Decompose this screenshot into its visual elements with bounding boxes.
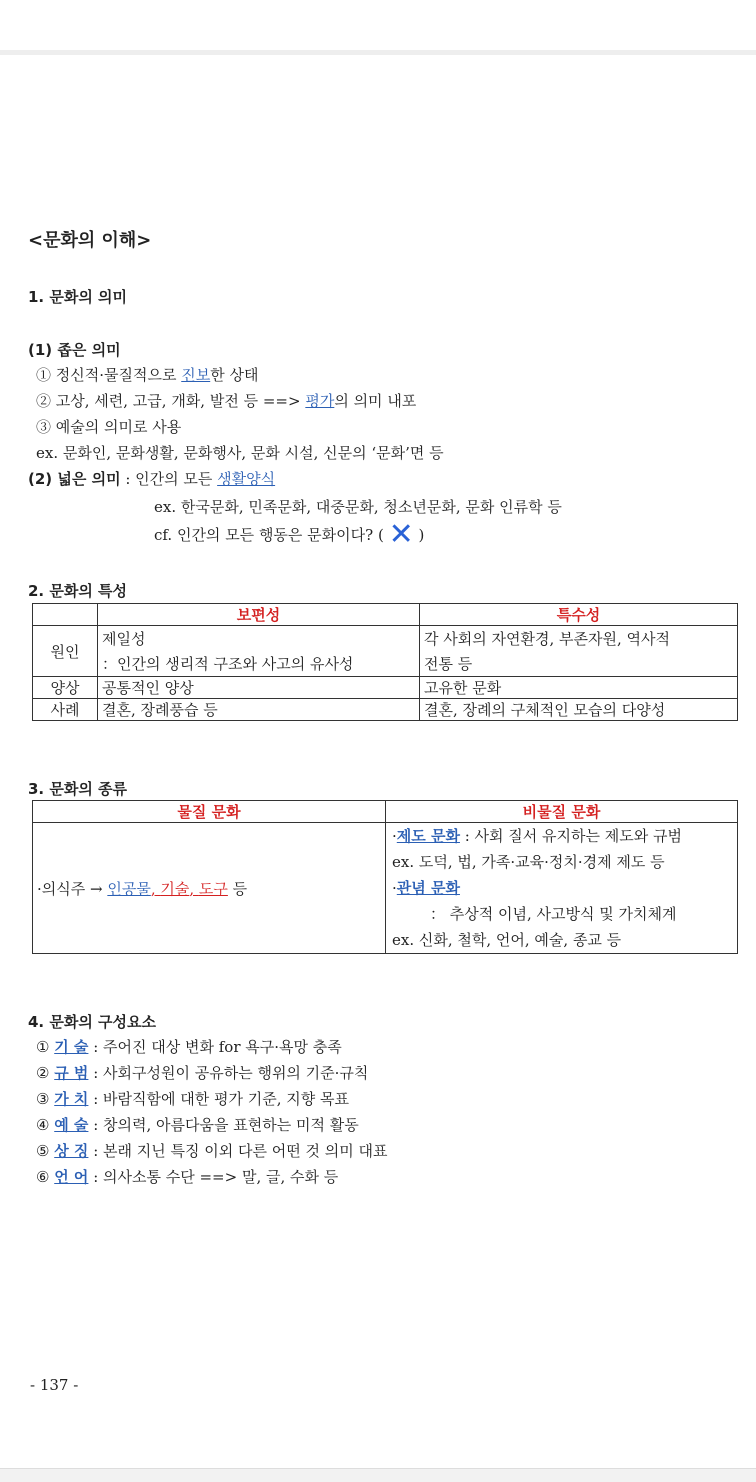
text: ① 정신적·물질적으로 [36, 366, 182, 384]
element-item [36, 1166, 338, 1187]
section1-heading: 1. 문화의 의미 [28, 288, 128, 306]
link-evaluation[interactable]: 평가 [305, 392, 335, 410]
text: : 바람직함에 대한 평가 기준, 지향 목표 [88, 1090, 349, 1108]
broad-example: ex. 한국문화, 민족문화, 대중문화, 청소년문화, 문화 인류학 등 [154, 498, 562, 516]
broad-cf [154, 517, 425, 552]
text: ·의식주 → [37, 879, 108, 898]
row-label-aspect: 양상 [33, 677, 98, 699]
bottom-bar [0, 1468, 756, 1482]
narrow-item-2 [36, 390, 416, 411]
section4-heading: 4. 문화의 구성요소 [28, 1013, 157, 1031]
characteristics-table [32, 603, 738, 721]
text: 제일성 [102, 630, 146, 648]
text: : 주어진 대상 변화 for 욕구·욕망 충족 [88, 1038, 342, 1056]
nonmaterial-line-4: ： 추상적 이념, 사고방식 및 가치체계 [430, 905, 677, 923]
link-symbol-term[interactable]: 상 징 [54, 1142, 89, 1160]
text: · [392, 879, 397, 897]
text: 의 의미 내포 [334, 392, 417, 410]
col-universal: 보편성 [98, 604, 420, 626]
link-tool[interactable]: 도구 [198, 879, 228, 898]
row-label-example: 사례 [33, 699, 98, 721]
text: : 인간의 모든 [120, 470, 218, 488]
link-language-term[interactable]: 언 어 [54, 1168, 89, 1186]
nonmaterial-line-1 [392, 823, 731, 849]
page-number: - 137 - [30, 1376, 79, 1394]
narrow-meaning-label: (1) 좁은 의미 [28, 341, 121, 359]
text: , [189, 879, 199, 898]
text: ：인간의 생리적 구조와 사고의 유사성 [102, 655, 354, 673]
text: ⑤ [36, 1142, 55, 1160]
cell-universal-example: 결혼, 장례풍습 등 [98, 699, 420, 721]
cell-nonmaterial [386, 823, 738, 954]
narrow-item-1 [36, 364, 258, 385]
section2-heading: 2. 문화의 특성 [28, 582, 128, 600]
text: 등 [227, 879, 248, 898]
col-material: 물질 문화 [33, 801, 386, 823]
link-value-term[interactable]: 가 치 [54, 1090, 89, 1108]
element-item [36, 1062, 368, 1083]
text: ) [413, 526, 425, 544]
row-label-cause: 원인 [33, 626, 98, 677]
section3-heading: 3. 문화의 종류 [28, 780, 128, 798]
text: : 사회구성원이 공유하는 행위의 기준·규칙 [88, 1064, 369, 1082]
text: 각 사회의 자연환경, 부존자원, 역사적 [424, 630, 670, 648]
link-technology[interactable]: 기술 [160, 879, 190, 898]
text: : 사회 질서 유지하는 제도와 규범 [459, 827, 683, 845]
link-institutional-culture[interactable]: 제도 문화 [396, 827, 460, 845]
cell-particular-cause [420, 626, 738, 677]
text: ② 고상, 세련, 고급, 개화, 발전 등 ==> [36, 392, 306, 410]
table-corner [33, 604, 98, 626]
nonmaterial-line-5: ex. 신화, 철학, 언어, 예술, 종교 등 [392, 931, 622, 949]
element-item [36, 1088, 349, 1109]
x-mark-icon: ✕ [388, 517, 414, 552]
link-art-term[interactable]: 예 술 [54, 1116, 89, 1134]
text: : 본래 지닌 특징 이외 다른 어떤 것 의미 대표 [88, 1142, 388, 1160]
cell-particular-example: 결혼, 장례의 구체적인 모습의 다양성 [420, 699, 738, 721]
text: ③ [36, 1090, 55, 1108]
cell-particular-aspect: 고유한 문화 [420, 677, 738, 699]
nonmaterial-line-3 [392, 875, 731, 901]
text: ② [36, 1064, 55, 1082]
text: ⑥ [36, 1168, 55, 1186]
link-technology-term[interactable]: 기 술 [54, 1038, 89, 1056]
text: , [150, 879, 161, 898]
cell-universal-aspect: 공통적인 양상 [98, 677, 420, 699]
element-item [36, 1114, 359, 1135]
link-norm-term[interactable]: 규 범 [54, 1064, 89, 1082]
document-page [0, 56, 756, 1466]
nonmaterial-line-2: ex. 도덕, 법, 가족·교육·정치·경제 제도 등 [392, 853, 665, 871]
narrow-item-3: ③ 예술의 의미로 사용 [36, 418, 182, 436]
page-title: <문화의 이해> [28, 230, 152, 251]
broad-meaning-label: (2) 넓은 의미 [28, 470, 121, 488]
link-progress[interactable]: 진보 [181, 366, 211, 384]
text: · [392, 827, 397, 845]
text: : 의사소통 수단 ==> 말, 글, 수화 등 [88, 1168, 339, 1186]
cell-universal-cause [98, 626, 420, 677]
text: : 창의력, 아름다움을 표현하는 미적 활동 [88, 1116, 359, 1134]
link-ideational-culture[interactable]: 관념 문화 [396, 879, 460, 897]
cell-material [33, 823, 386, 954]
link-artifact[interactable]: 인공물 [107, 879, 151, 898]
text: ① [36, 1038, 55, 1056]
types-table [32, 800, 738, 954]
broad-meaning-line [28, 468, 275, 489]
text: ④ [36, 1116, 55, 1134]
element-item [36, 1036, 342, 1057]
text: cf. 인간의 모든 행동은 문화이다? ( [154, 526, 389, 544]
element-item [36, 1140, 388, 1161]
text: 전통 등 [424, 655, 473, 673]
top-bar [0, 0, 756, 55]
col-nonmaterial: 비물질 문화 [386, 801, 738, 823]
text: 한 상태 [210, 366, 259, 384]
link-lifestyle[interactable]: 생활양식 [217, 470, 276, 488]
narrow-example: ex. 문화인, 문화생활, 문화행사, 문화 시설, 신문의 ‘문화’면 등 [36, 444, 444, 462]
col-particular: 특수성 [420, 604, 738, 626]
